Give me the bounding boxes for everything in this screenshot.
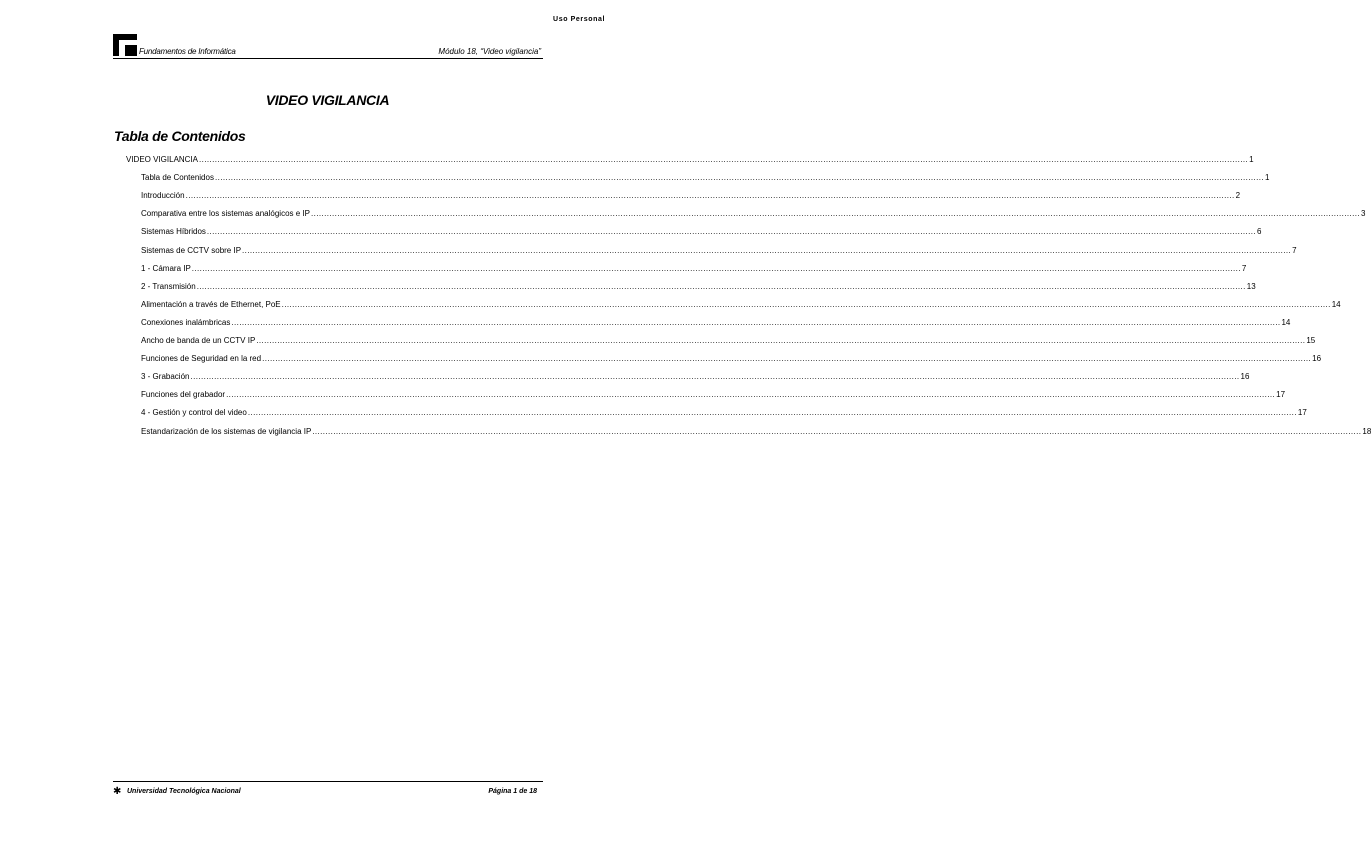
footer-university: Universidad Tecnológica Nacional	[127, 788, 241, 795]
institution-logo-icon	[113, 34, 137, 56]
toc-entry[interactable]: Sistemas de CCTV sobre IP ................................................................................................................................................................................................................................................................................................................................................................................................................ 7	[141, 245, 1297, 255]
toc-entry[interactable]: Alimentación a través de Ethernet, PoE ................................................................................................................................................................................................................................................................................................................................................................................................................ 14	[141, 299, 1341, 309]
toc-entry[interactable]: 3 - Grabación ................................................................................................................................................................................................................................................................................................................................................................................................................ 16	[141, 372, 1250, 382]
university-logo-icon: ✱	[113, 786, 122, 797]
toc-entry[interactable]: Estandarización de los sistemas de vigilancia IP ................................................................................................................................................................................................................................................................................................................................................................................................................ 18	[141, 426, 1371, 436]
toc-entry[interactable]: VIDEO VIGILANCIA ................................................................................................................................................................................................................................................................................................................................................................................................................ 1	[126, 155, 1254, 164]
toc-entry[interactable]: Comparativa entre los sistemas analógicos e IP ................................................................................................................................................................................................................................................................................................................................................................................................................ 3	[141, 209, 1366, 219]
header-course: Fundamentos de Informática	[139, 47, 236, 56]
top-note: Uso Personal	[553, 16, 605, 23]
header-module: Módulo 18, “Video vigilancia”	[438, 47, 541, 56]
footer-page-number: Página 1 de 18	[488, 788, 537, 795]
toc-entry[interactable]: 2 - Transmisión ................................................................................................................................................................................................................................................................................................................................................................................................................ 13	[141, 281, 1256, 291]
toc-heading: Tabla de Contenidos	[114, 128, 246, 144]
page-header	[113, 34, 543, 59]
toc-entry[interactable]: Conexiones inalámbricas ................................................................................................................................................................................................................................................................................................................................................................................................................ 14	[141, 317, 1291, 327]
toc-entry[interactable]: Tabla de Contenidos ................................................................................................................................................................................................................................................................................................................................................................................................................ 1	[141, 173, 1270, 183]
document-title: VIDEO VIGILANCIA	[265, 92, 390, 108]
toc-entry[interactable]: 4 - Gestión y control del video ................................................................................................................................................................................................................................................................................................................................................................................................................ 17	[141, 408, 1307, 418]
toc-entry[interactable]: 1 - Cámara IP ................................................................................................................................................................................................................................................................................................................................................................................................................ 7	[141, 263, 1247, 273]
toc-entry[interactable]: Ancho de banda de un CCTV IP ................................................................................................................................................................................................................................................................................................................................................................................................................ 15	[141, 336, 1316, 345]
toc-entry[interactable]: Funciones de Seguridad en la red ................................................................................................................................................................................................................................................................................................................................................................................................................ 16	[141, 354, 1322, 364]
toc-entry[interactable]: Introducción ................................................................................................................................................................................................................................................................................................................................................................................................................ 2	[141, 191, 1241, 201]
toc-entry[interactable]: Funciones del grabador ................................................................................................................................................................................................................................................................................................................................................................................................................ 17	[141, 390, 1286, 400]
toc-entry[interactable]: Sistemas Híbridos ................................................................................................................................................................................................................................................................................................................................................................................................................ 6	[141, 227, 1262, 237]
page-footer	[113, 781, 543, 800]
